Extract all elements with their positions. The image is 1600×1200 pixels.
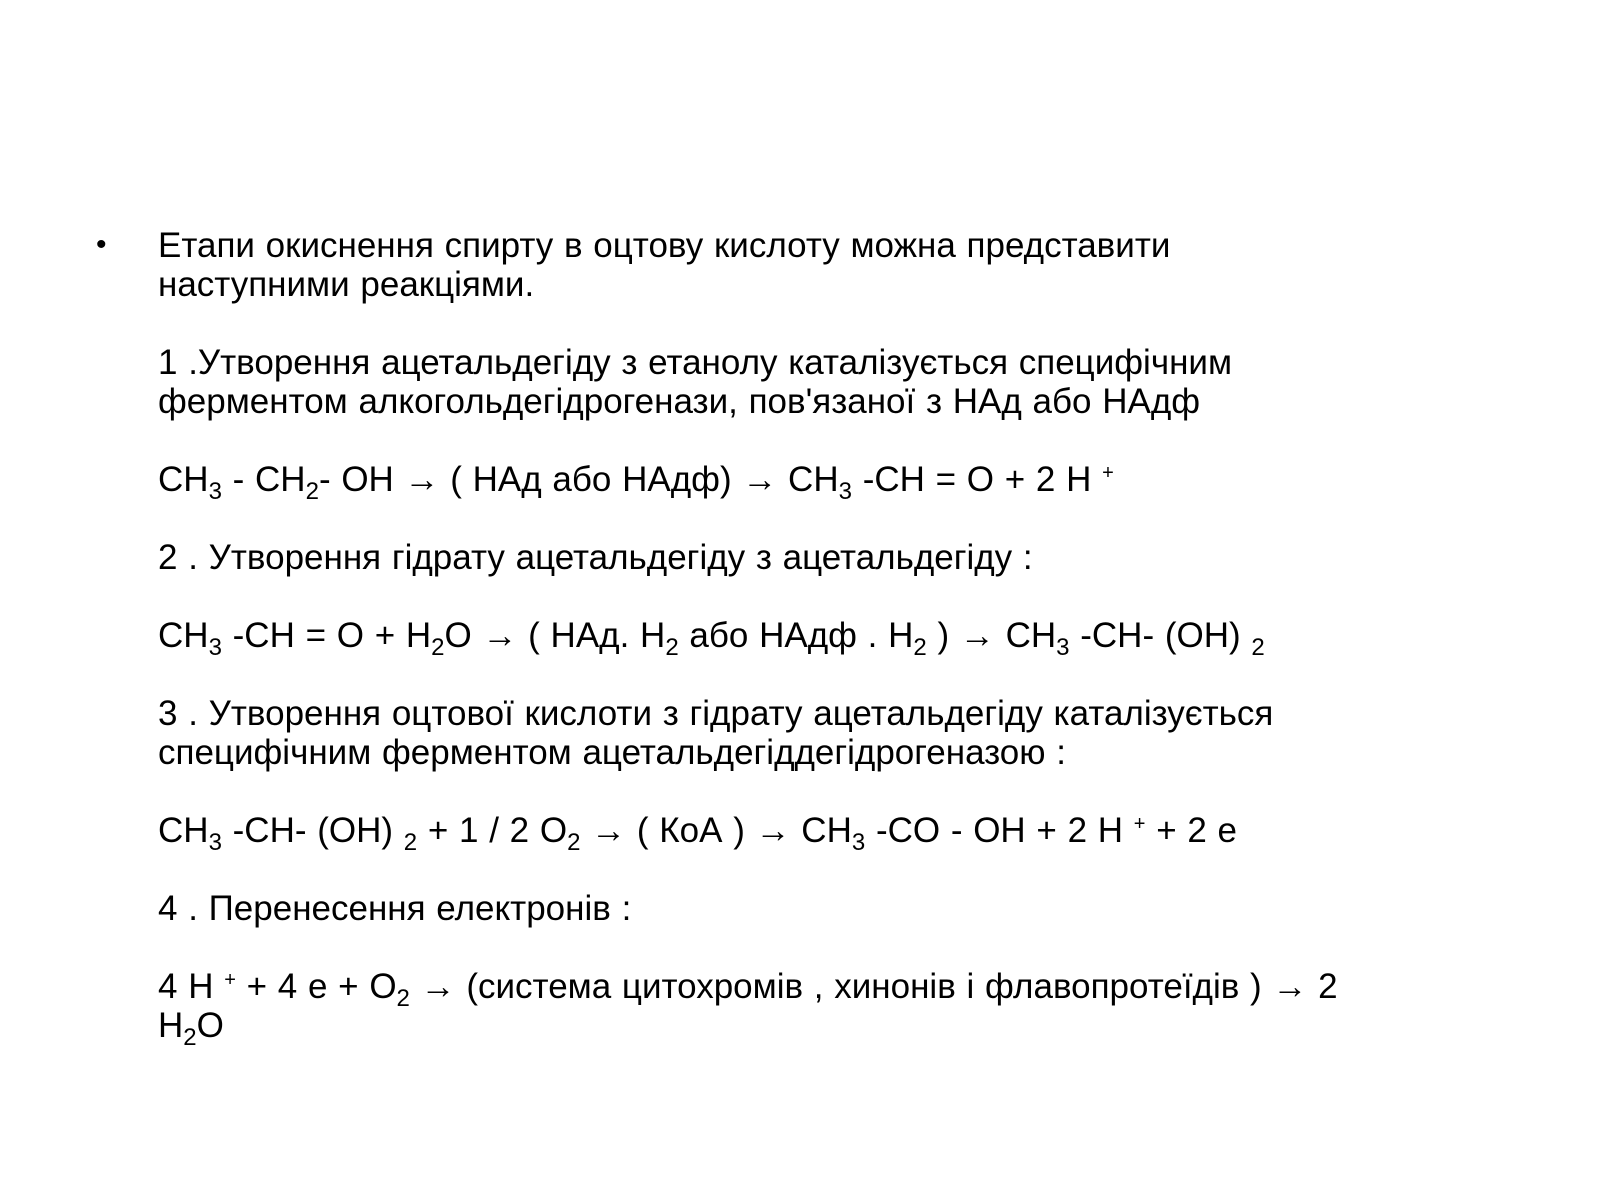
eq1-subscript: 3 [208,478,222,505]
eq2-subscript: 2 [665,634,679,661]
eq2-subscript: 2 [913,634,927,661]
eq4-text: 4 H [158,967,225,1006]
eq4-subscript: 2 [183,1024,197,1051]
eq3-text: -CH- (OH) [221,811,404,850]
eq4-subscript: 2 [396,985,410,1012]
eq3-subscript: 2 [403,829,418,856]
eq3-superscript: + [1133,813,1146,835]
eq1-text: - OH → ( НАд або НАдф) → CH [318,460,839,499]
eq2-subscript: 3 [208,634,222,661]
eq1-superscript: + [1102,462,1114,484]
eq3-text: CH [158,811,209,850]
eq4-text: → (система цитохромів , хинонів і флавопротеїдів ) → 2 [409,967,1338,1006]
equation-2 [158,616,1518,661]
eq4-text: H [158,1006,184,1045]
eq4-text: + 4 e + O [235,967,397,1006]
eq3-subscript: 3 [208,829,222,856]
eq4-superscript: + [224,969,236,991]
eq2-subscript: 2 [1251,634,1265,661]
eq3-text: -CO - OH + 2 H [865,811,1134,850]
eq2-text: O → ( НАд. H [444,616,666,655]
equation-4-line-1 [158,967,1518,1012]
eq3-subscript: 3 [851,829,866,856]
slide-content [158,226,1518,1051]
eq3-text: → ( КоА ) → CH [580,811,852,850]
eq2-text: CH [158,616,209,655]
step3-line-2: специфічним ферментом ацетальдегіддегідрогеназою : [158,733,1066,772]
intro-line-2: наступними реакціями. [158,265,535,304]
eq1-subscript: 3 [838,478,852,505]
eq1-text: -CH = O + 2 H [851,460,1103,499]
step1-line-2: ферментом алкогольдегідрогенази, пов'язаної з НАд або НАдф [158,382,1201,421]
eq1-text: CH [158,460,209,499]
equation-1 [158,460,1518,505]
equation-3 [158,811,1518,856]
intro-line-1: Етапи окиснення спирту в оцтову кислоту можна представити [158,226,1171,265]
eq2-subscript: 2 [431,634,445,661]
eq1-subscript: 2 [305,478,319,505]
eq2-text: або НАдф . H [678,616,914,655]
eq3-text: + 1 / 2 O [417,811,568,850]
eq3-text: + 2 e [1145,811,1238,850]
step2-line-1: 2 . Утворення гідрату ацетальдегіду з ацетальдегіду : [158,538,1033,577]
eq2-subscript: 3 [1056,634,1070,661]
eq2-text: ) → CH [926,616,1057,655]
step4-line-1: 4 . Перенесення електронів : [158,889,632,928]
bullet-point: • [96,228,107,261]
step1-line-1: 1 .Утворення ацетальдегіду з етанолу каталізується специфічним [158,343,1233,382]
step3-line-1: 3 . Утворення оцтової кислоти з гідрату ацетальдегіду каталізується [158,694,1274,733]
eq1-text: - CH [221,460,306,499]
equation-4-line-2 [158,1006,1518,1051]
eq3-subscript: 2 [567,829,581,856]
eq2-text: -CH- (OH) [1069,616,1252,655]
eq2-text: -CH = O + H [221,616,432,655]
eq4-text: O [196,1006,224,1045]
